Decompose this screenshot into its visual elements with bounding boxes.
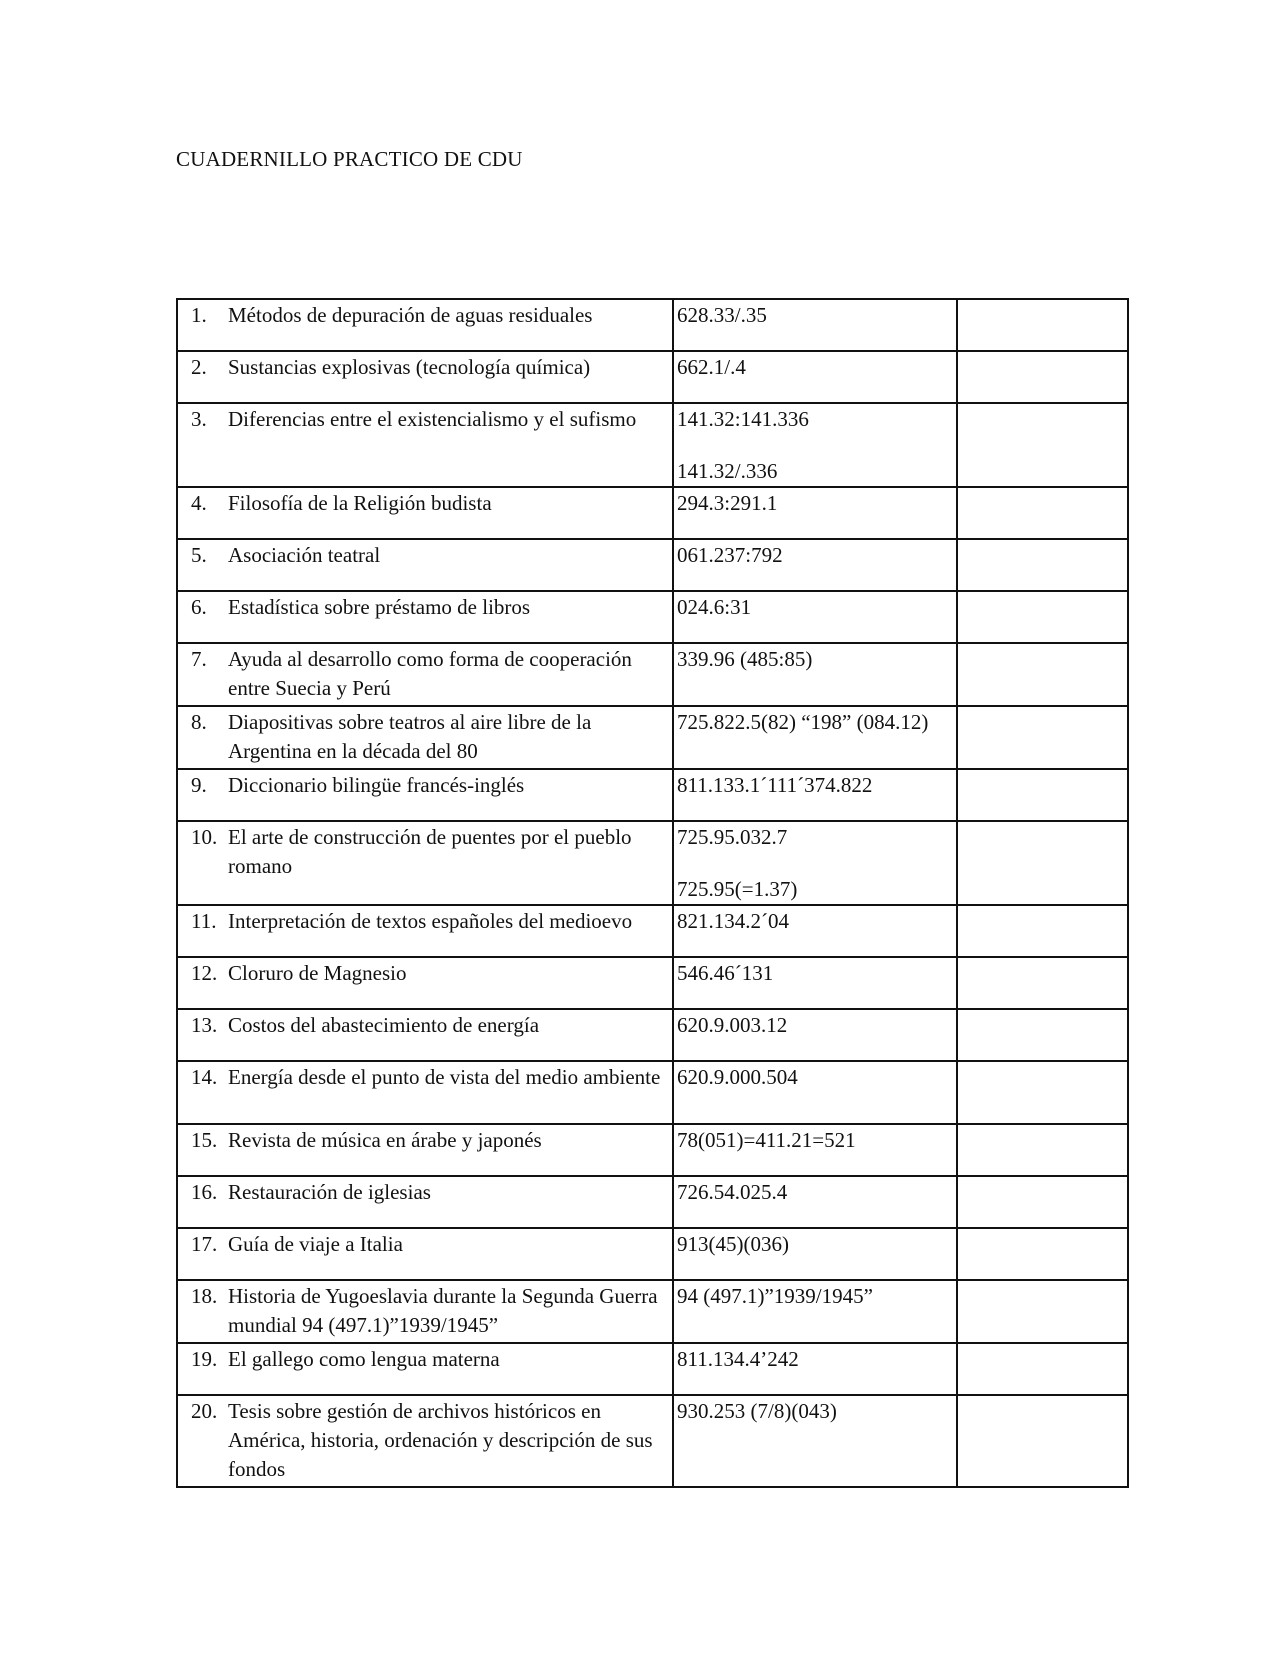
cdu-code: 628.33/.35 <box>677 303 767 327</box>
cdu-code: 821.134.2´04 <box>677 909 789 933</box>
cdu-code: 78(051)=411.21=521 <box>677 1128 856 1152</box>
item-number: 1. <box>191 303 207 327</box>
cdu-code: 94 (497.1)”1939/1945” <box>677 1284 873 1308</box>
cdu-code: 725.95.032.7 <box>677 825 788 849</box>
answer-cell <box>957 957 1128 1009</box>
topic-text: Interpretación de textos españoles del medioevo <box>228 909 633 933</box>
item-number: 4. <box>191 491 207 515</box>
answer-cell <box>957 769 1128 821</box>
topic-cell <box>177 351 673 403</box>
cdu-code: 913(45)(036) <box>677 1232 789 1256</box>
cdu-code-alternative: 141.32/.336 <box>677 459 778 483</box>
item-number: 6. <box>191 595 207 619</box>
table-row <box>177 299 1128 351</box>
cdu-code: 620.9.000.504 <box>677 1065 798 1089</box>
cdu-code-cell <box>673 403 957 487</box>
item-number: 9. <box>191 773 207 797</box>
cdu-code-cell <box>673 706 957 769</box>
cdu-code: 024.6:31 <box>677 595 752 619</box>
topic-cell <box>177 1228 673 1280</box>
answer-cell <box>957 1343 1128 1395</box>
topic-cell <box>177 591 673 643</box>
cdu-code: 811.134.4’242 <box>677 1347 799 1371</box>
cdu-code-cell <box>673 299 957 351</box>
topic-text: Asociación teatral <box>228 543 381 567</box>
table-row <box>177 957 1128 1009</box>
answer-cell <box>957 1124 1128 1176</box>
item-number: 8. <box>191 710 207 734</box>
cdu-code: 725.822.5(82) “198” (084.12) <box>677 710 929 734</box>
table-row <box>177 539 1128 591</box>
cdu-code-cell <box>673 643 957 706</box>
item-number: 18. <box>191 1284 218 1308</box>
table-row <box>177 1061 1128 1124</box>
document-title: CUADERNILLO PRACTICO DE CDU <box>176 147 523 171</box>
topic-text: Diferencias entre el existencialismo y el sufismo <box>228 407 637 431</box>
topic-cell <box>177 299 673 351</box>
answer-cell <box>957 591 1128 643</box>
answer-cell <box>957 299 1128 351</box>
item-number: 3. <box>191 407 207 431</box>
cdu-code: 546.46´131 <box>677 961 774 985</box>
topic-cell <box>177 706 673 769</box>
topic-cell <box>177 1280 673 1343</box>
item-number: 15. <box>191 1128 218 1152</box>
table-row <box>177 821 1128 905</box>
answer-cell <box>957 905 1128 957</box>
topic-cell <box>177 769 673 821</box>
topic-text: Restauración de iglesias <box>228 1180 431 1204</box>
answer-cell <box>957 539 1128 591</box>
topic-cell <box>177 487 673 539</box>
topic-cell <box>177 1176 673 1228</box>
cdu-code-cell <box>673 957 957 1009</box>
cdu-code-cell <box>673 539 957 591</box>
cdu-code: 061.237:792 <box>677 543 783 567</box>
topic-text: Estadística sobre préstamo de libros <box>228 595 531 619</box>
item-number: 5. <box>191 543 207 567</box>
topic-text: Métodos de depuración de aguas residuales <box>228 303 593 327</box>
table-row <box>177 1228 1128 1280</box>
cdu-code-alternative: 725.95(=1.37) <box>677 877 798 901</box>
topic-cell <box>177 1061 673 1124</box>
cdu-code: 726.54.025.4 <box>677 1180 788 1204</box>
answer-cell <box>957 351 1128 403</box>
table-row <box>177 403 1128 487</box>
topic-text: El gallego como lengua materna <box>228 1347 500 1371</box>
item-number: 11. <box>191 909 217 933</box>
answer-cell <box>957 1061 1128 1124</box>
cdu-code-cell <box>673 1228 957 1280</box>
answer-cell <box>957 706 1128 769</box>
topic-text: Diccionario bilingüe francés-inglés <box>228 773 525 797</box>
answer-cell <box>957 1395 1128 1487</box>
topic-text: Cloruro de Magnesio <box>228 961 407 985</box>
table-row <box>177 706 1128 769</box>
cdu-code-cell <box>673 1124 957 1176</box>
cdu-code-cell <box>673 769 957 821</box>
item-number: 16. <box>191 1180 218 1204</box>
table-row <box>177 351 1128 403</box>
table-row <box>177 1124 1128 1176</box>
cdu-code-cell <box>673 1061 957 1124</box>
cdu-code-cell <box>673 821 957 905</box>
cdu-code-cell <box>673 1009 957 1061</box>
answer-cell <box>957 643 1128 706</box>
answer-cell <box>957 821 1128 905</box>
cdu-code: 811.133.1´111´374.822 <box>677 773 873 797</box>
cdu-code: 339.96 (485:85) <box>677 647 813 671</box>
item-number: 10. <box>191 825 218 849</box>
topic-cell <box>177 905 673 957</box>
topic-cell <box>177 403 673 487</box>
item-number: 19. <box>191 1347 218 1371</box>
topic-text: Revista de música en árabe y japonés <box>228 1128 542 1152</box>
cdu-code: 141.32:141.336 <box>677 407 809 431</box>
cdu-code: 620.9.003.12 <box>677 1013 788 1037</box>
table-row <box>177 769 1128 821</box>
cdu-code: 662.1/.4 <box>677 355 746 379</box>
cdu-code-cell <box>673 1395 957 1487</box>
table-row <box>177 1395 1128 1487</box>
answer-cell <box>957 403 1128 487</box>
topic-cell <box>177 1009 673 1061</box>
topic-text: Diapositivas sobre teatros al aire libre de la Argentina en la década del 80 <box>228 710 592 763</box>
cdu-code: 930.253 (7/8)(043) <box>677 1399 837 1423</box>
cdu-code-cell <box>673 1176 957 1228</box>
item-number: 14. <box>191 1065 218 1089</box>
item-number: 12. <box>191 961 218 985</box>
topic-text: Energía desde el punto de vista del medio ambiente <box>228 1065 661 1089</box>
table-row <box>177 905 1128 957</box>
table-row <box>177 1280 1128 1343</box>
topic-cell <box>177 1124 673 1176</box>
answer-cell <box>957 1176 1128 1228</box>
table-row <box>177 591 1128 643</box>
table-row <box>177 1009 1128 1061</box>
topic-cell <box>177 957 673 1009</box>
item-number: 17. <box>191 1232 218 1256</box>
topic-cell <box>177 821 673 905</box>
cdu-code-cell <box>673 1280 957 1343</box>
item-number: 13. <box>191 1013 218 1037</box>
cdu-code-cell <box>673 591 957 643</box>
table-row <box>177 487 1128 539</box>
topic-text: Costos del abastecimiento de energía <box>228 1013 540 1037</box>
cdu-code: 294.3:291.1 <box>677 491 778 515</box>
cdu-code-cell <box>673 487 957 539</box>
answer-cell <box>957 1228 1128 1280</box>
cdu-code-cell <box>673 1343 957 1395</box>
cdu-exercise-table <box>176 298 1129 1488</box>
topic-cell <box>177 539 673 591</box>
topic-text: Ayuda al desarrollo como forma de cooperación entre Suecia y Perú <box>228 647 632 700</box>
topic-text: Guía de viaje a Italia <box>228 1232 403 1256</box>
table-row <box>177 1343 1128 1395</box>
topic-cell <box>177 1395 673 1487</box>
item-number: 2. <box>191 355 207 379</box>
table-row <box>177 643 1128 706</box>
topic-text: Sustancias explosivas (tecnología química) <box>228 355 591 379</box>
topic-text: El arte de construcción de puentes por el pueblo romano <box>228 825 632 878</box>
item-number: 20. <box>191 1399 218 1423</box>
topic-text: Historia de Yugoeslavia durante la Segunda Guerra mundial 94 (497.1)”1939/1945” <box>228 1284 658 1337</box>
cdu-code-cell <box>673 351 957 403</box>
table-row <box>177 1176 1128 1228</box>
topic-cell <box>177 643 673 706</box>
answer-cell <box>957 1009 1128 1061</box>
answer-cell <box>957 1280 1128 1343</box>
answer-cell <box>957 487 1128 539</box>
topic-cell <box>177 1343 673 1395</box>
topic-text: Tesis sobre gestión de archivos históricos en América, historia, ordenación y descripción de sus fondos <box>228 1399 653 1481</box>
cdu-code-cell <box>673 905 957 957</box>
item-number: 7. <box>191 647 207 671</box>
topic-text: Filosofía de la Religión budista <box>228 491 492 515</box>
